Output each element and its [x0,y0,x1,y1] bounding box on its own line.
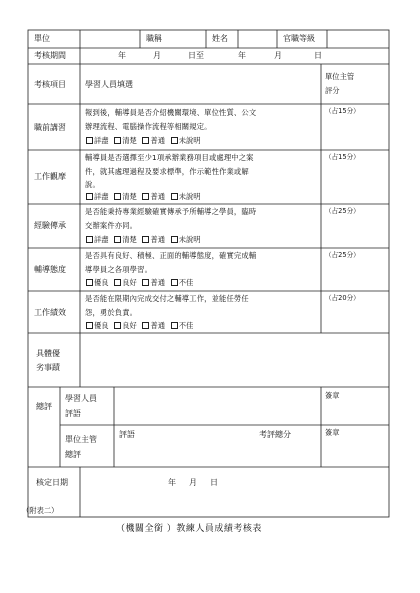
item-options-1: 詳盡 清楚 普通 未說明 [85,137,201,144]
items-header-label: 考核項目 [34,80,66,89]
item-options-5: 優良 良好 普通 不佳 [85,322,193,329]
period-month-1: 月 [153,51,161,60]
items-header-value: 學習人員填選 [85,80,133,89]
specific-label-line-1: 具體優 [36,349,60,358]
supervisor-label-2: 總評 [65,450,81,459]
total-score-label: 考評總分 [259,430,291,439]
checkbox[interactable] [86,279,93,286]
approval-date-day: 日 [210,478,218,487]
item-text-2-line-3: 說。 [85,180,100,189]
checkbox[interactable] [171,193,178,200]
specific-label-line-2: 劣事蹟 [36,363,60,372]
annex-label: （附表二） [22,506,59,515]
checkbox[interactable] [86,193,93,200]
supervisor-signature-label: 簽章 [325,428,340,437]
item-text-2-line-2: 件，就其處理過程及要求標準，作示範性作業或解 [85,167,249,176]
item-weight-2: （占15分） [325,153,360,161]
item-text-4-line-1: 是否具有良好、積極、正面的輔導態度，確實完成輔 [85,251,257,260]
item-options-4: 優良 良好 普通 不佳 [85,279,193,286]
score-header-line1: 單位主管 [325,72,355,81]
item-weight-3: （占25分） [325,207,360,215]
item-options-3: 詳盡 清楚 普通 未說明 [85,236,201,243]
item-name-5: 工作績效 [34,308,66,317]
item-text-5-line-2: 怨，勇於負責。 [85,308,138,317]
checkbox[interactable] [171,279,178,286]
item-text-3-line-1: 是否能秉持專業經驗確實傳承予所輔導之學員，臨時 [85,207,257,216]
item-text-1-line-2: 辦理流程、電腦操作流程等相關規定。 [85,122,212,131]
name-label: 姓名 [212,34,228,43]
checkbox[interactable] [142,193,149,200]
approval-date-year: 年 [168,478,176,487]
overall-label: 總評 [36,402,52,411]
score-header-line2: 評分 [325,86,340,95]
checkbox[interactable] [86,322,93,329]
item-name-3: 經驗傳承 [34,221,66,230]
item-text-3-line-2: 交辦案件亦同。 [85,221,138,230]
period-day-to: 日至 [188,51,204,60]
checkbox[interactable] [114,236,121,243]
item-name-2: 工作觀摩 [34,172,66,181]
item-text-2-line-1: 輔導員是否選擇至少1項承辦業務項目或處理中之案 [85,153,254,162]
rank-label: 官職等級 [283,34,315,43]
checkbox[interactable] [142,279,149,286]
item-text-5-line-1: 是否能在限期內完成交付之輔導工作，並能任勞任 [85,294,249,303]
item-weight-4: （占25分） [325,251,360,259]
item-weight-1: （占15分） [325,107,360,115]
item-options-2: 詳盡 清楚 普通 未說明 [85,193,201,200]
learner-comment-label-2: 評語 [65,409,81,418]
checkbox[interactable] [114,279,121,286]
item-name-4: 輔導態度 [34,265,66,274]
period-year-2: 年 [238,51,246,60]
item-name-1: 職前講習 [34,123,66,132]
item-text-4-line-2: 導學員之各項學習。 [85,265,153,274]
position-label: 職稱 [146,34,162,43]
period-year-1: 年 [118,51,126,60]
checkbox[interactable] [171,322,178,329]
item-text-1-line-1: 報到後，輔導員是否介紹機關環境、單位性質、公文 [85,108,257,117]
checkbox[interactable] [86,137,93,144]
checkbox[interactable] [114,137,121,144]
period-month-2: 月 [274,51,282,60]
checkbox[interactable] [171,236,178,243]
learner-signature-label: 簽章 [325,391,340,400]
period-label: 考核期間 [34,51,66,60]
checkbox[interactable] [142,322,149,329]
checkbox[interactable] [114,193,121,200]
checkbox[interactable] [86,236,93,243]
checkbox[interactable] [171,137,178,144]
form-title: （機關全銜 ）教練人員成績考核表 [116,524,262,534]
approval-date-label: 核定日期 [36,478,68,487]
period-day-2: 日 [314,51,322,60]
checkbox[interactable] [142,137,149,144]
item-weight-5: （占20分） [325,294,360,302]
checkbox[interactable] [114,322,121,329]
checkbox[interactable] [142,236,149,243]
learner-comment-label-1: 學習人員 [65,394,97,403]
approval-date-month: 月 [189,478,197,487]
supervisor-label-1: 單位主管 [65,435,97,444]
supervisor-comment-label: 評語 [119,430,135,439]
unit-label: 單位 [34,34,50,43]
